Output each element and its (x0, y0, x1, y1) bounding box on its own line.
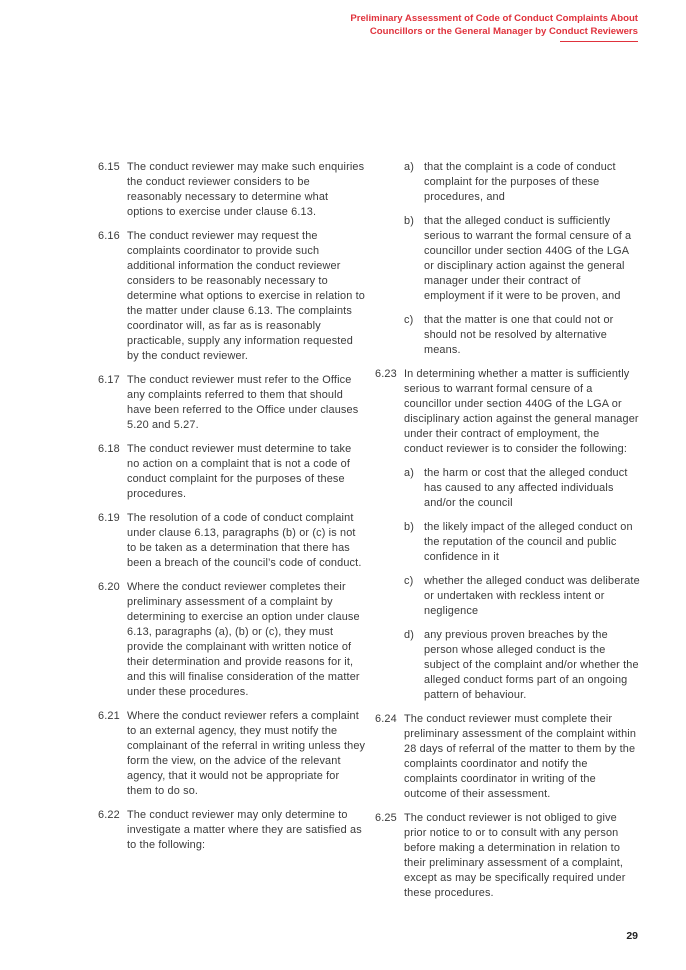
clause-6-24 (375, 712, 640, 802)
list-item (375, 466, 640, 511)
item-label: c) (404, 575, 414, 587)
item-text: any previous proven breaches by the person whose alleged conduct is the subject of the complaint and/or whether the alleged conduct forms part of an ongoing pattern of behaviour. (424, 629, 639, 701)
clause-text: The conduct reviewer is not obliged to give prior notice to or to consult with any person before making a determination in relation to their preliminary assessment of a complaint, except as may be specifically required under these procedures. (404, 812, 626, 899)
clause-number: 6.17 (98, 374, 120, 386)
item-text: whether the alleged conduct was deliberate or undertaken with reckless intent or negligence (424, 575, 640, 617)
clause-number: 6.23 (375, 368, 397, 380)
clause-text: The conduct reviewer may only determine to investigate a matter where they are satisfied as to the following: (127, 809, 362, 851)
clause-number: 6.20 (98, 581, 120, 593)
clause-text: The conduct reviewer may request the complaints coordinator to provide such additional information the conduct reviewer considers to be reasonably necessary to determine what options to exercise in relation to the matter under clause 6.13. The complaints coordinator will, as far as is reasonably practicable, supply any information requested by the conduct reviewer. (127, 230, 365, 362)
item-label: a) (404, 467, 414, 479)
item-label: b) (404, 521, 414, 533)
item-text: that the alleged conduct is sufficiently serious to warrant the formal censure of a councillor under section 440G of the LGA or disciplinary action against the general manager under their contract of employment if it were to be proven, and (424, 215, 632, 302)
clause-number: 6.19 (98, 512, 120, 524)
clause-6-16 (98, 229, 366, 364)
item-text: that the matter is one that could not or should not be resolved by alternative means. (424, 314, 614, 356)
list-item (375, 214, 640, 304)
list-item (375, 574, 640, 619)
clause-number: 6.18 (98, 443, 120, 455)
list-item (375, 160, 640, 205)
clause-6-15 (98, 160, 366, 220)
clause-text: Where the conduct reviewer refers a complaint to an external agency, they must notify the complainant of the referral in writing unless they form the view, on the advice of the relevant agency, that it would not be appropriate for them to do so. (127, 710, 366, 797)
clause-6-17 (98, 373, 366, 433)
header-underline (560, 41, 638, 42)
clause-6-18 (98, 442, 366, 502)
header-line-1: Preliminary Assessment of Code of Conduct Complaints About (350, 13, 638, 24)
item-label: c) (404, 314, 414, 326)
page-number: 29 (626, 930, 638, 942)
clause-number: 6.16 (98, 230, 120, 242)
clause-number: 6.22 (98, 809, 120, 821)
clause-6-20 (98, 580, 366, 700)
clause-text: The conduct reviewer must refer to the Office any complaints referred to them that should have been referred to the Office under clauses 5.20 and 5.27. (127, 374, 359, 431)
list-item (375, 520, 640, 565)
clause-text: The conduct reviewer must determine to take no action on a complaint that is not a code of conduct complaint for the purposes of these procedures. (127, 443, 352, 500)
item-label: d) (404, 629, 414, 641)
item-text: that the complaint is a code of conduct complaint for the purposes of these procedures, and (424, 161, 616, 203)
clause-text: The resolution of a code of conduct complaint under clause 6.13, paragraphs (b) or (c) is not to be taken as a determination that there has been a breach of the council’s code of conduct. (127, 512, 362, 569)
item-text: the harm or cost that the alleged conduct has caused to any affected individuals and/or the council (424, 467, 628, 509)
clause-number: 6.24 (375, 713, 397, 725)
clause-6-21 (98, 709, 366, 799)
list-item (375, 628, 640, 703)
clause-text: In determining whether a matter is sufficiently serious to warrant formal censure of a councillor under section 440G of the LGA or disciplinary action against the general manager under their contract of employment, the conduct reviewer is to consider the following: (404, 368, 639, 455)
clause-text: Where the conduct reviewer completes their preliminary assessment of a complaint by determining to exercise an option under clause 6.13, paragraphs (a), (b) or (c), they must provide the complainant with written notice of their determination and provide reasons for it, and this will finalise consideration of the matter under these procedures. (127, 581, 360, 698)
clause-6-23 (375, 367, 640, 457)
list-item (375, 313, 640, 358)
left-column (98, 160, 366, 862)
clause-number: 6.25 (375, 812, 397, 824)
item-label: b) (404, 215, 414, 227)
right-column (375, 160, 640, 910)
clause-text: The conduct reviewer may make such enquiries the conduct reviewer considers to be reasonably necessary to determine what options to exercise under clause 6.13. (127, 161, 365, 218)
clause-6-22 (98, 808, 366, 853)
item-label: a) (404, 161, 414, 173)
clause-6-19 (98, 511, 366, 571)
header-line-2: Councillors or the General Manager by Conduct Reviewers (369, 25, 638, 37)
clause-text: The conduct reviewer must complete their preliminary assessment of the complaint within 28 days of referral of the matter to them by the complaints coordinator and notify the complaints coordinator in writing of the outcome of their assessment. (404, 713, 637, 800)
item-text: the likely impact of the alleged conduct on the reputation of the council and public confidence in it (424, 521, 633, 563)
running-header (350, 13, 638, 38)
clause-number: 6.15 (98, 161, 120, 173)
clause-6-25 (375, 811, 640, 901)
clause-number: 6.21 (98, 710, 120, 722)
